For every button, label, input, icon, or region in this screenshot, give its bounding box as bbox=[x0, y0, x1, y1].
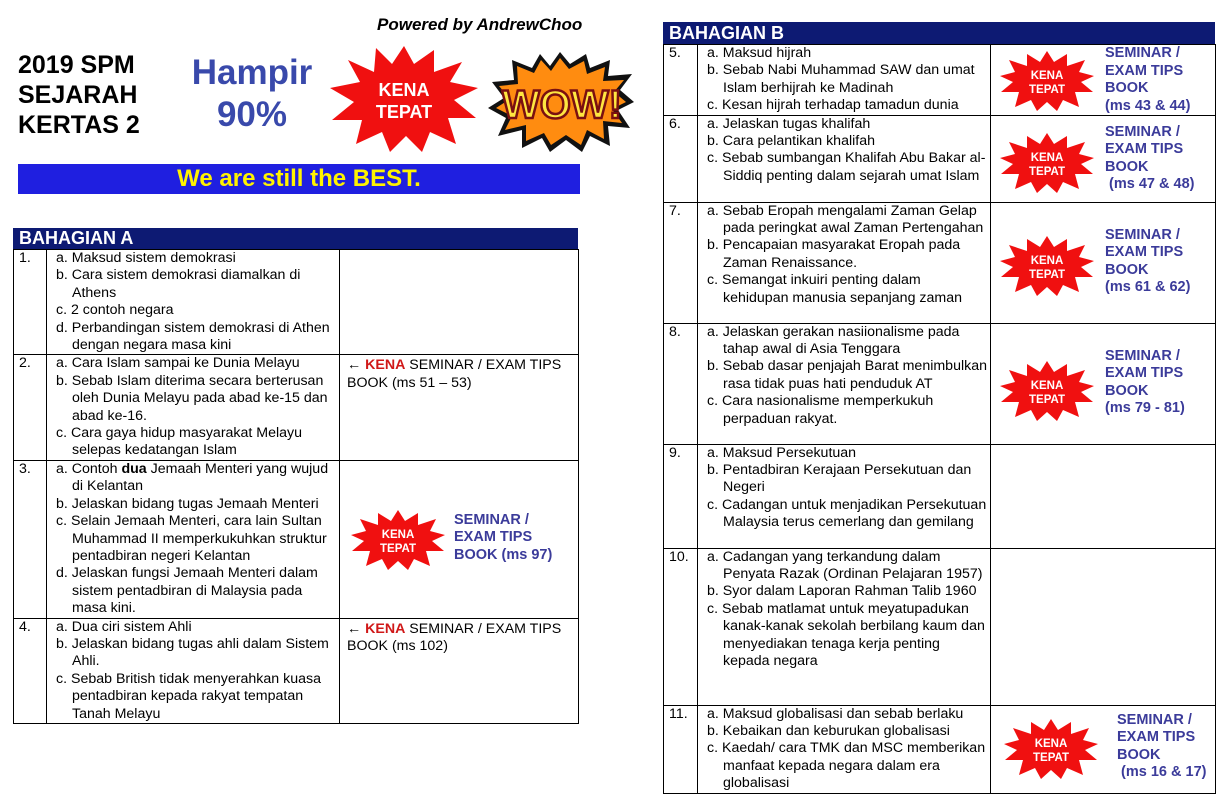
kena-tepat-burst bbox=[999, 360, 1095, 422]
kena-tepat-burst bbox=[999, 235, 1095, 297]
seminar-line: EXAM TIPS bbox=[1105, 244, 1184, 261]
question-number: 7. bbox=[664, 202, 698, 323]
question-item: c. Selain Jemaah Menteri, cara lain Sultan Muhammad II memperkukuhkan struktur pentadbiran negeri Kelantan bbox=[56, 513, 327, 564]
question-item: c. Cara gaya hidup masyarakat Melayu selepas kedatangan Islam bbox=[56, 425, 303, 459]
burst-kena-text: KENA bbox=[1030, 379, 1064, 392]
wow-text: WOW! bbox=[502, 83, 622, 127]
question-item: b. Syor dalam Laporan Rahman Talib 1960 bbox=[707, 583, 977, 600]
question-item: d. Perbandingan sistem demokrasi di Athen dengan negara masa kini bbox=[56, 319, 330, 354]
table-row bbox=[664, 202, 1216, 323]
question-item: b. Sebab Islam diterima secara berterusan oleh Dunia Melayu pada abad ke-15 dan abad ke-16. bbox=[56, 372, 328, 424]
question-number: 1. bbox=[14, 250, 47, 355]
note-text: SEMINAR / EXAM TIPS BOOK (ms 102) bbox=[347, 620, 562, 654]
burst-tepat-text: TEPAT bbox=[375, 102, 433, 122]
seminar-line: BOOK bbox=[1117, 746, 1161, 763]
question-number: 8. bbox=[664, 323, 698, 444]
question-number: 9. bbox=[664, 444, 698, 548]
question-item: c. Sebab matlamat untuk meyatupadukan kanak-kanak sekolah berbilang kaum dan menyediakan tenaga kerja penting kepada negara bbox=[707, 600, 985, 670]
question-cell bbox=[47, 460, 340, 618]
note-cell bbox=[991, 548, 1216, 705]
note-cell bbox=[991, 115, 1216, 202]
question-number: 2. bbox=[14, 355, 47, 460]
seminar-line: EXAM TIPS bbox=[1105, 365, 1184, 382]
seminar-note bbox=[1105, 227, 1190, 297]
question-item: a. Maksud globalisasi dan sebab berlaku bbox=[707, 705, 964, 722]
kena-label: KENA bbox=[365, 357, 406, 374]
percent-text: 90% bbox=[216, 95, 288, 134]
seminar-line: BOOK bbox=[1105, 382, 1149, 399]
page-title bbox=[18, 50, 140, 140]
question-number: 11. bbox=[664, 705, 698, 793]
question-cell bbox=[47, 250, 340, 355]
question-cell bbox=[47, 355, 340, 460]
seminar-line: (ms 16 & 17) bbox=[1117, 764, 1207, 781]
best-banner: We are still the BEST. bbox=[18, 164, 580, 194]
question-number: 4. bbox=[14, 618, 47, 723]
seminar-line: SEMINAR / bbox=[1105, 226, 1180, 243]
question-number: 10. bbox=[664, 548, 698, 705]
question-item: a. Dua ciri sistem Ahli bbox=[56, 618, 192, 635]
kena-tepat-burst bbox=[999, 50, 1095, 112]
question-item: c. Sebab sumbangan Khalifah Abu Bakar al-Siddiq penting dalam sejarah umat Islam bbox=[707, 150, 986, 184]
question-item: c. Cara nasionalisme memperkukuh perpaduan rakyat. bbox=[707, 393, 934, 427]
hampir-claim bbox=[182, 52, 322, 136]
wow-burst bbox=[486, 50, 636, 154]
seminar-line: SEMINAR / bbox=[454, 511, 529, 528]
seminar-line: (ms 79 - 81) bbox=[1105, 400, 1185, 417]
question-item: c. Kesan hijrah terhadap tamadun dunia bbox=[707, 97, 959, 114]
question-cell bbox=[698, 705, 991, 793]
kena-tepat-burst-large bbox=[328, 44, 480, 154]
question-item bbox=[51, 461, 339, 496]
question-cell bbox=[47, 618, 340, 723]
seminar-note bbox=[1117, 712, 1206, 782]
question-cell bbox=[698, 115, 991, 202]
question-cell bbox=[698, 548, 991, 705]
section-a-banner: BAHAGIAN A bbox=[13, 228, 578, 249]
note-cell bbox=[340, 460, 579, 618]
question-item: b. Sebab Nabi Muhammad SAW dan umat Islam berhijrah ke Madinah bbox=[707, 62, 975, 96]
burst-kena-text: KENA bbox=[381, 528, 415, 541]
note-cell bbox=[991, 444, 1216, 548]
question-cell bbox=[698, 202, 991, 323]
section-b-banner: BAHAGIAN B bbox=[663, 22, 1215, 44]
item-bold-text: dua bbox=[121, 460, 147, 477]
note-cell bbox=[991, 323, 1216, 444]
kena-note bbox=[344, 355, 578, 392]
question-item: a. Cara Islam sampai ke Dunia Melayu bbox=[56, 355, 300, 372]
question-item: b. Jelaskan bidang tugas ahli dalam Sistem Ahli. bbox=[56, 635, 329, 670]
seminar-line: (ms 43 & 44) bbox=[1105, 97, 1191, 114]
question-item: a. Jelaskan tugas khalifah bbox=[707, 115, 871, 132]
question-item: c. 2 contoh negara bbox=[56, 302, 174, 319]
title-line: KERTAS 2 bbox=[18, 111, 140, 139]
question-cell bbox=[698, 45, 991, 116]
note-cell bbox=[991, 202, 1216, 323]
question-item: a. Jelaskan gerakan nasiionalisme pada tahap awal di Asia Tenggara bbox=[707, 323, 960, 358]
seminar-line: SEMINAR / bbox=[1117, 711, 1192, 728]
section-b-table bbox=[663, 44, 1216, 794]
seminar-line: (ms 47 & 48) bbox=[1105, 176, 1195, 193]
question-item: c. Semangat inkuiri penting dalam kehidupan manusia sepanjang zaman bbox=[707, 272, 962, 306]
burst-kena-text: KENA bbox=[1030, 70, 1064, 82]
question-number: 6. bbox=[664, 115, 698, 202]
seminar-note bbox=[1105, 124, 1194, 194]
table-row bbox=[14, 355, 579, 460]
note-cell bbox=[340, 355, 579, 460]
burst-kena-text: KENA bbox=[1034, 737, 1068, 750]
kena-tepat-burst bbox=[999, 132, 1095, 194]
table-row bbox=[664, 705, 1216, 793]
seminar-line: SEMINAR / bbox=[1105, 45, 1180, 61]
seminar-line: EXAM TIPS bbox=[1117, 729, 1196, 746]
question-number: 5. bbox=[664, 45, 698, 116]
note-cell bbox=[991, 705, 1216, 793]
table-row bbox=[664, 548, 1216, 705]
seminar-line: BOOK bbox=[1105, 80, 1149, 96]
seminar-line: EXAM TIPS bbox=[454, 529, 533, 546]
note-cell bbox=[340, 250, 579, 355]
question-item: c. Sebab British tidak menyerahkan kuasa pentadbiran kepada rakyat tempatan Tanah Melayu bbox=[56, 670, 321, 722]
kena-tepat-burst bbox=[1003, 718, 1099, 780]
seminar-line: BOOK (ms 97) bbox=[454, 546, 553, 563]
question-item: a. Maksud sistem demokrasi bbox=[56, 250, 236, 266]
title-line: SEJARAH bbox=[18, 81, 138, 109]
kena-tepat-burst bbox=[350, 509, 446, 571]
burst-kena-text: KENA bbox=[1030, 254, 1064, 267]
seminar-line: (ms 61 & 62) bbox=[1105, 279, 1191, 296]
note-cell bbox=[991, 45, 1216, 116]
note-cell bbox=[340, 618, 579, 723]
question-item: b. Pentadbiran Kerajaan Persekutuan dan Negeri bbox=[707, 462, 972, 496]
question-item: b. Pencapaian masyarakat Eropah pada Zaman Renaissance. bbox=[707, 237, 961, 271]
seminar-line: SEMINAR / bbox=[1105, 123, 1180, 140]
seminar-line: SEMINAR / bbox=[1105, 347, 1180, 364]
burst-kena-text: KENA bbox=[1030, 151, 1064, 164]
burst-tepat-text: TEPAT bbox=[1029, 393, 1065, 406]
question-item: b. Kebaikan dan keburukan globalisasi bbox=[707, 723, 950, 740]
arrow-left-icon: ← bbox=[347, 357, 362, 374]
seminar-line: BOOK bbox=[1105, 158, 1149, 175]
kena-label: KENA bbox=[365, 620, 406, 637]
table-row bbox=[14, 250, 579, 355]
burst-tepat-text: TEPAT bbox=[1033, 751, 1069, 764]
note-text: SEMINAR / EXAM TIPS BOOK (ms 51 – 53) bbox=[347, 357, 562, 391]
question-cell bbox=[698, 323, 991, 444]
question-item: a. Sebab Eropah mengalami Zaman Gelap pada peringkat awal Zaman Pertengahan bbox=[707, 202, 984, 237]
table-row bbox=[14, 460, 579, 618]
burst-tepat-text: TEPAT bbox=[380, 542, 416, 555]
burst-tepat-text: TEPAT bbox=[1029, 84, 1065, 96]
seminar-note bbox=[1105, 45, 1190, 115]
question-item: d. Jelaskan fungsi Jemaah Menteri dalam sistem pentadbiran di Malaysia pada masa kini. bbox=[56, 565, 318, 617]
burst-tepat-text: TEPAT bbox=[1029, 165, 1065, 178]
seminar-line: BOOK bbox=[1105, 261, 1149, 278]
question-number: 3. bbox=[14, 460, 47, 618]
question-item: a. Maksud Persekutuan bbox=[707, 444, 857, 461]
question-item: a. Cadangan yang terkandung dalam Penyata Razak (Ordinan Pelajaran 1957) bbox=[707, 548, 983, 583]
table-row bbox=[14, 618, 579, 723]
section-a-table bbox=[13, 249, 579, 724]
seminar-line: EXAM TIPS bbox=[1105, 62, 1184, 79]
seminar-note bbox=[454, 512, 552, 565]
table-row bbox=[664, 45, 1216, 116]
question-item: c. Cadangan untuk menjadikan Persekutuan Malaysia terus cemerlang dan gemilang bbox=[707, 496, 987, 531]
question-item: c. Kaedah/ cara TMK dan MSC memberikan manfaat kepada negara dalam era globalisasi bbox=[707, 740, 986, 792]
kena-note bbox=[344, 619, 578, 656]
question-cell bbox=[698, 444, 991, 548]
item-text: Jemaah Menteri yang wujud di Kelantan bbox=[72, 460, 329, 495]
burst-kena-text: KENA bbox=[378, 80, 430, 100]
arrow-left-icon: ← bbox=[347, 620, 362, 637]
question-item: a. Maksud hijrah bbox=[707, 45, 812, 61]
question-item: b. Cara sistem demokrasi diamalkan di Athens bbox=[56, 267, 301, 301]
hampir-text: Hampir bbox=[191, 53, 313, 92]
seminar-note bbox=[1105, 348, 1185, 418]
title-line: 2019 SPM bbox=[18, 51, 135, 79]
seminar-line: EXAM TIPS bbox=[1105, 141, 1184, 158]
question-item: b. Sebab dasar penjajah Barat menimbulkan rasa tidak puas hati penduduk AT bbox=[707, 358, 987, 392]
item-text: a. Contoh bbox=[56, 460, 122, 477]
table-row bbox=[664, 444, 1216, 548]
table-row bbox=[664, 115, 1216, 202]
table-row bbox=[664, 323, 1216, 444]
powered-by-credit: Powered by AndrewChoo bbox=[377, 15, 583, 34]
question-item: b. Jelaskan bidang tugas Jemaah Menteri bbox=[56, 495, 319, 512]
burst-tepat-text: TEPAT bbox=[1029, 268, 1065, 281]
question-item: b. Cara pelantikan khalifah bbox=[707, 133, 875, 150]
